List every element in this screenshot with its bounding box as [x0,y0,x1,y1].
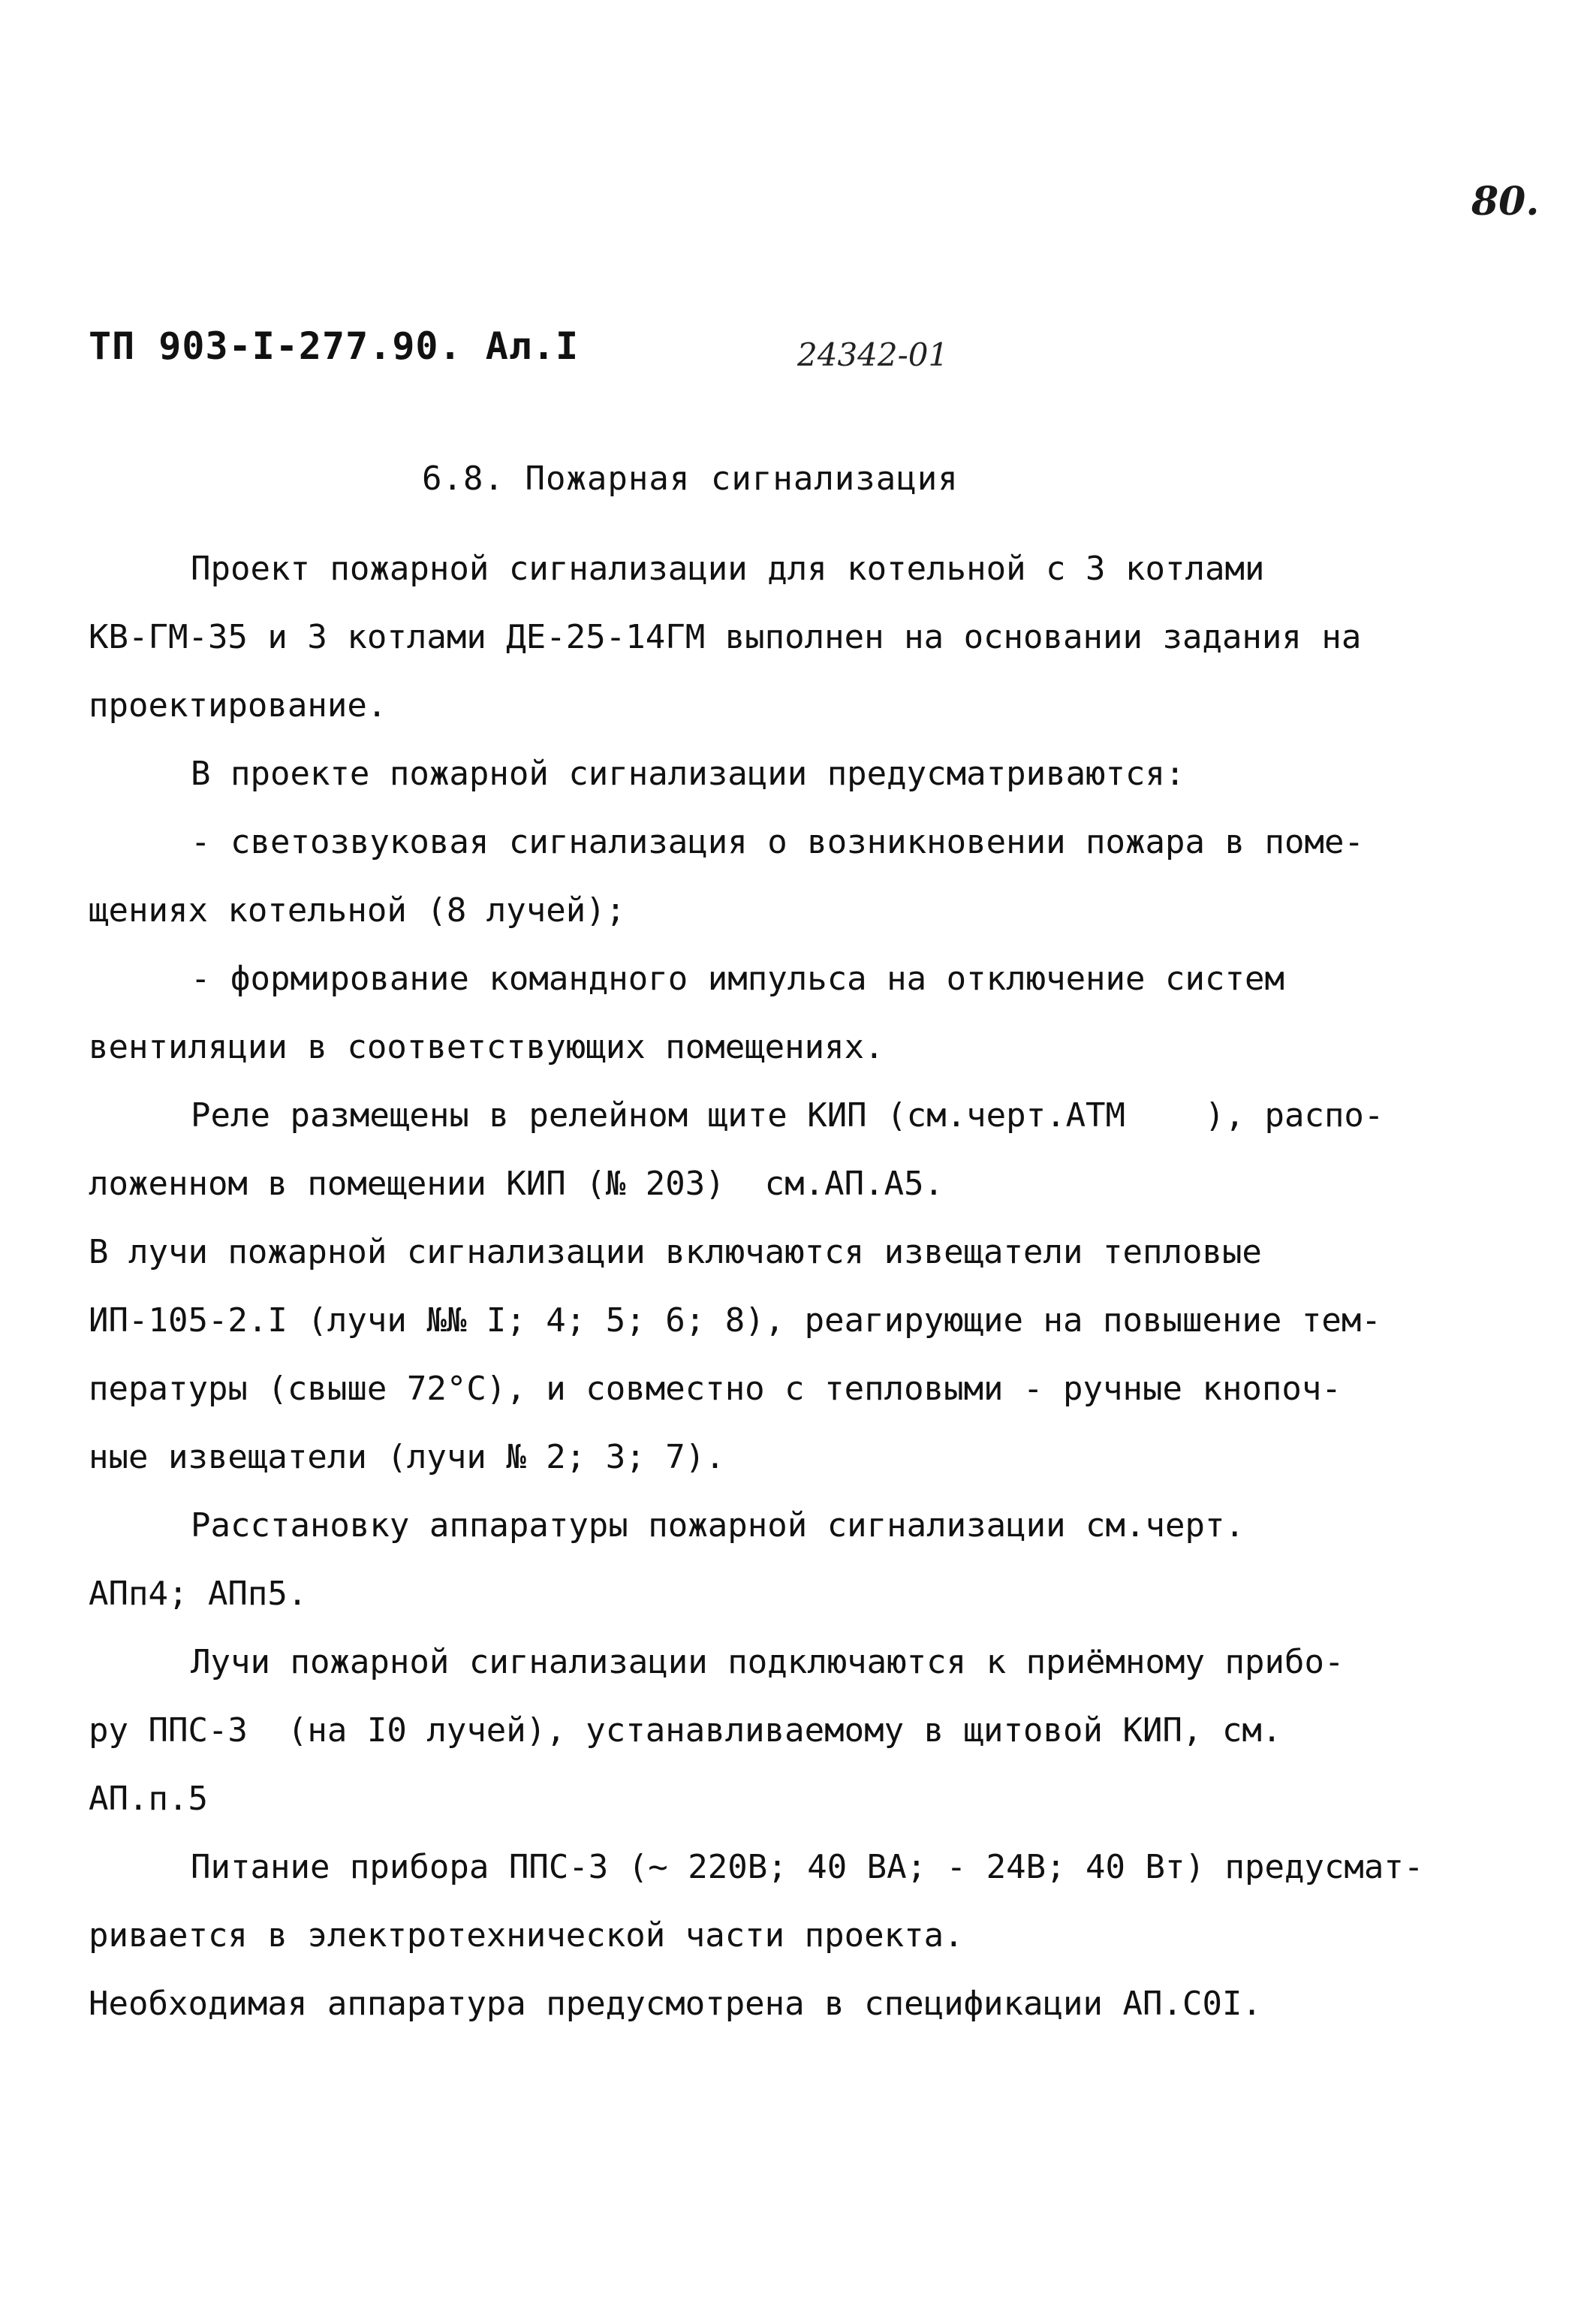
body-text [89,535,1515,2038]
text-line: Лучи пожарной сигнализации подключаются к приёмному прибо- [191,1643,1345,1681]
text-line: пературы (свыше 72°С), и совместно с тепловыми - ручные кнопоч- [89,1370,1342,1408]
section-title: 6.8. Пожарная сигнализация [422,460,959,498]
text-line: Расстановку аппаратуры пожарной сигнализации см.черт. [191,1506,1245,1545]
text-line: вентиляции в соответствующих помещениях. [89,1028,884,1066]
text-line: ривается в электротехнической части проекта. [89,1916,964,1955]
text-line: - светозвуковая сигнализация о возникновении пожара в поме- [191,823,1364,861]
text-line: ИП-105-2.I (лучи №№ I; 4; 5; 6; 8), реагирующие на повышение тем- [89,1301,1381,1340]
text-line: Необходимая аппаратура предусмотрена в спецификации АП.С0I. [89,1985,1262,2023]
text-line: ные извещатели (лучи № 2; 3; 7). [89,1438,725,1476]
text-line: АП.п.5 [89,1780,208,1818]
text-line: В проекте пожарной сигнализации предусматриваются: [191,755,1185,793]
text-line: проектирование. [89,686,387,725]
text-line: В лучи пожарной сигнализации включаются извещатели тепловые [89,1233,1262,1271]
text-line: щениях котельной (8 лучей); [89,891,626,930]
handwritten-archive-number: 24342-01 [797,336,949,373]
text-line: - формирование командного импульса на отключение систем [191,960,1284,998]
text-line: Питание прибора ППС-3 (~ 220В; 40 ВА; - 24В; 40 Вт) предусмат- [191,1848,1424,1886]
text-line: ру ППС-3 (на I0 лучей), устанавливаемому в щитовой КИП, см. [89,1711,1282,1750]
text-line: КВ-ГМ-35 и 3 котлами ДЕ-25-14ГМ выполнен на основании задания на [89,618,1362,656]
text-line: АПп4; АПп5. [89,1575,308,1613]
text-line: Реле размещены в релейном щите КИП (см.черт.АТМ ), распо- [191,1096,1384,1135]
page-number: 80. [1471,179,1540,225]
text-line: ложенном в помещении КИП (№ 203) см.АП.А5. [89,1165,944,1203]
text-line: Проект пожарной сигнализации для котельной с 3 котлами [191,550,1265,588]
document-code: ТП 903-I-277.90. Ал.I [89,324,580,368]
